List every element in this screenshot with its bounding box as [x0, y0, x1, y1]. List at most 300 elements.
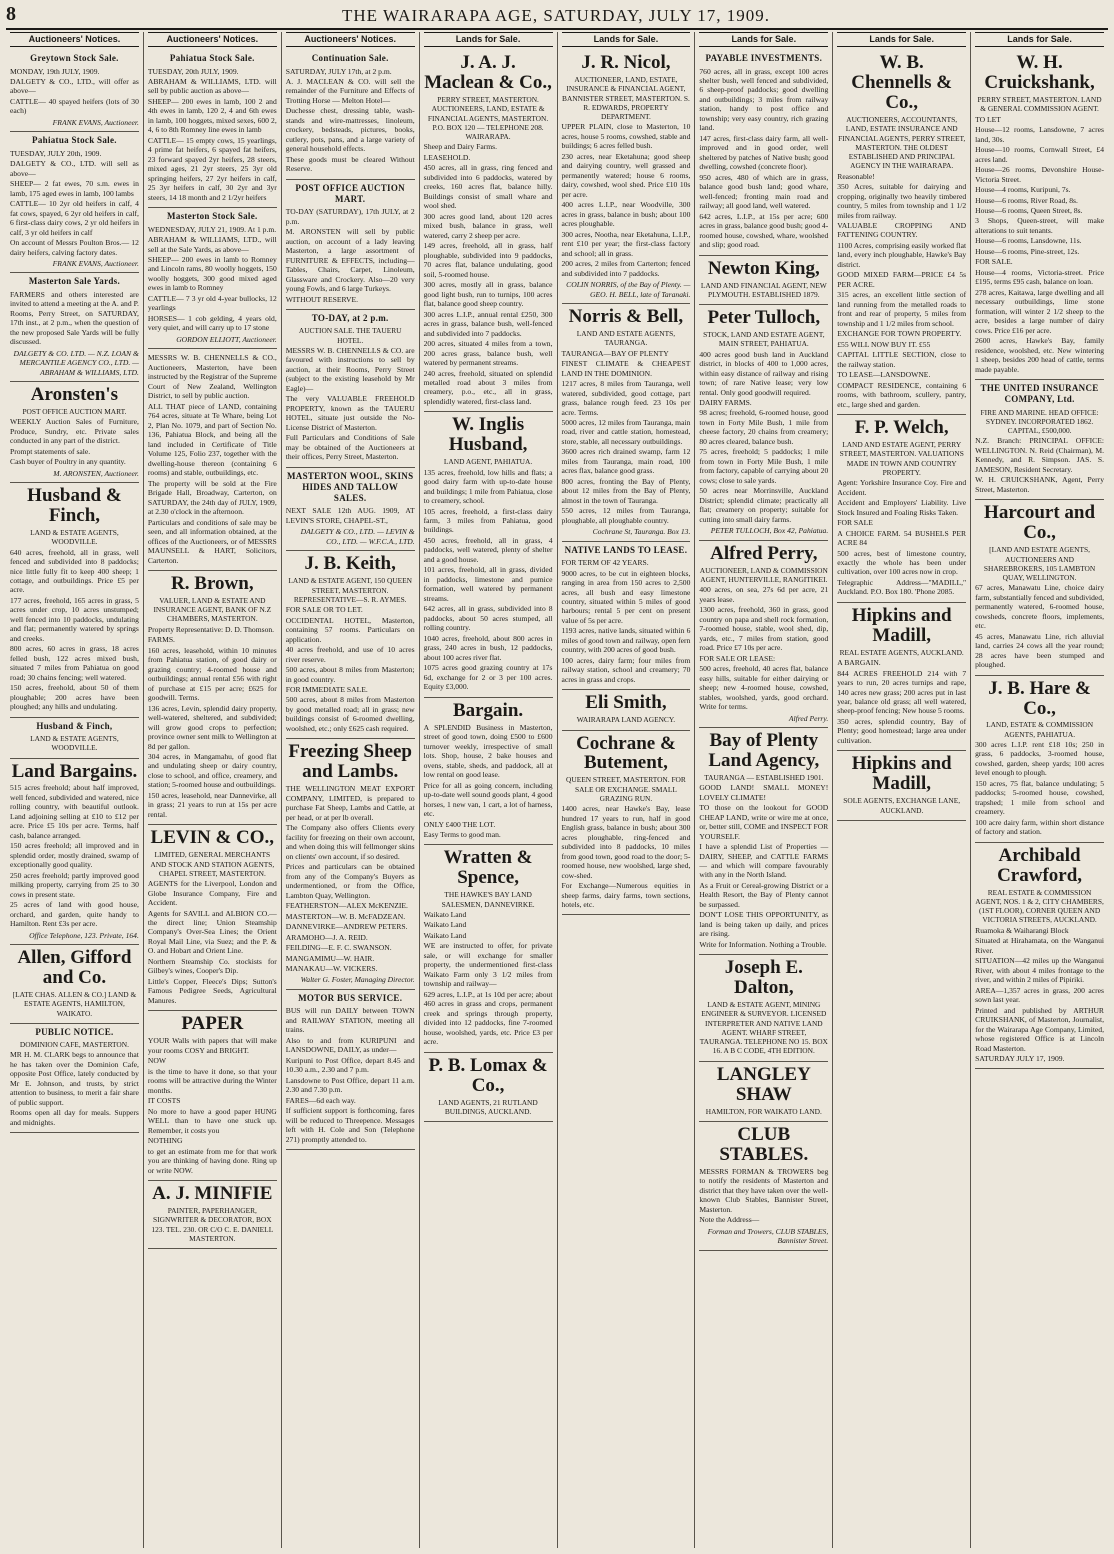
- advertisement: [699, 305, 828, 541]
- ad-text: House—4 rooms, Victoria-street. Price £195, terms £95 cash, balance on loan.: [975, 267, 1104, 287]
- ad-text: 250 acres freehold; partly improved good milking property, carrying from 25 to 30 cows in present state.: [10, 870, 139, 899]
- ad-text: MASTERTON—W. B. McFADZEAN.: [285, 911, 406, 921]
- ad-title: W. Inglis Husband,: [448, 414, 528, 456]
- ad-title: TO-DAY, at 2 p.m.: [311, 313, 389, 324]
- ad-text: MANGAMIMU—W. HAIR.: [285, 953, 375, 963]
- ad-text: 642 acres, all in grass, subdivided into 8 paddocks, about 50 acres stumped, all rolling country.: [423, 604, 553, 633]
- ad-title: J. B. Hare & Co.,: [988, 677, 1091, 719]
- ad-title: Peter Tulloch,: [707, 307, 821, 329]
- ad-text: 150 acres, leasehold, near Dannevirke, all in grass; 21 years to run at 15s per acre rental.: [147, 790, 277, 819]
- ad-text: 50 acres near Morrinsville, Auckland District; splendid climate; practically all flat; creamery on property; suitable for cutting into small dairy farms.: [699, 486, 829, 524]
- column-heading: Lands for Sale.: [699, 32, 828, 47]
- advertisement: [286, 50, 415, 180]
- ad-text: FOR TERM OF 42 YEARS.: [561, 558, 649, 568]
- ad-text: OCCIDENTAL HOTEL, Masterton, containing 57 rooms. Particulars on application.: [285, 615, 415, 644]
- ad-text: TO LEASE—LANSDOWNE.: [837, 370, 931, 380]
- ad-title: J. R. Nicol,: [581, 52, 671, 74]
- ad-text: AREA—1,357 acres in grass, 200 acres sown last year.: [975, 985, 1104, 1005]
- ad-text: BUS will run DAILY between TOWN and RAILWAY STATION, meeting all trains.: [285, 1006, 415, 1035]
- ad-text: FINEST CLIMATE & CHEAPEST LAND IN THE DOMINION.: [561, 359, 691, 378]
- ad-text: 45 acres, Manawatu Line, rich alluvial land, carries 24 cows all the year round; 28 acres have been stumped and ploughed.: [975, 631, 1104, 670]
- ad-text: WE are instructed to offer, for private sale, or will exchange for smaller property, the undermentioned first-class Waikato Farm only 3 1/2 miles from township and railway—: [423, 941, 553, 989]
- ad-text: MESSRS W. B. CHENNELLS & CO. are favoured with instructions to sell by auction, at their Rooms, Perry Street (subject to the existing leasehold by Mr Eagle)—: [285, 345, 415, 393]
- ad-text: 100 acre dairy farm, within short distance of factory and station.: [975, 817, 1104, 837]
- ad-text: NOW: [147, 1056, 167, 1066]
- ad-text: 1193 acres, native lands, situated within 6 miles of good town and railway, open fern country, with 200 acres of good bush.: [561, 626, 691, 655]
- ad-title: Bargain.: [452, 699, 524, 721]
- ad-text: Telegraphic Address—"MADILL," Auckland. P.O. Box 180. 'Phone 2085.: [837, 577, 967, 597]
- advertisement: [10, 718, 139, 759]
- ad-text: As a Fruit or Cereal-growing District or a Health Resort, the Bay of Plenty cannot be surpassed.: [699, 880, 829, 909]
- ad-text: ALL THAT piece of LAND, containing 764 acres, situate at Te Whare, being Lot 2, Plan No. 1079, and part of Section No. 136, Pahiatua Block, and being all the land included in Certificate of Title Volume 125, Folio 237, together with the dwelling-house thereon (containing 6 rooms) and stable, outbuildings, etc.: [147, 401, 277, 478]
- ad-text: Ruamoka & Waiharangi Block: [975, 925, 1069, 935]
- ad-text: SHEEP— 200 ewes in lamb, 100 2 and 4th ewes in lamb, 120 2, 4 and 6th ewes in lamb, 100 hoggets, mixed sexes, 600 2, 4, 6 to 8th Romney line ewes in lamb: [147, 96, 277, 135]
- ad-title: Masterton Stock Sale.: [167, 211, 258, 222]
- advertisement: [424, 698, 553, 846]
- ad-subtitle: STOCK, LAND AND ESTATE AGENT, MAIN STREET, PAHIATUA.: [703, 330, 825, 349]
- ad-text: TUESDAY, 20th JULY, 1909.: [147, 66, 239, 76]
- advertisement: [424, 845, 553, 1052]
- advertisement: [10, 483, 139, 718]
- advertisement: [286, 180, 415, 310]
- ad-text: GOOD MIXED FARM—PRICE £4 5s PER ACRE.: [837, 270, 967, 289]
- ad-title: Greytown Stock Sale.: [30, 53, 119, 64]
- ad-text: On account of Messrs Poulton Bros.— 12 dairy heifers, calving factory dates.: [10, 238, 139, 257]
- ad-text: 350 acres, splendid country, Bay of Plenty; good homestead; large area under cultivation.: [837, 716, 967, 745]
- advertisement: [699, 541, 828, 728]
- advertisement: [699, 50, 828, 255]
- ad-text: WEEKLY Auction Sales of Furniture, Produce, Sundry, etc. Private sales conducted in any part of the district.: [10, 417, 139, 446]
- ad-text: 150 acres, 75 flat, balance undulating; 5 paddocks; 5-roomed house, cowshed, trapshed; 1 mile from school and creamery.: [975, 778, 1104, 817]
- ad-title: Joseph E. Dalton,: [724, 957, 803, 999]
- ad-title: Hipkins and Madill,: [851, 604, 952, 646]
- ad-text: 1300 acres, freehold, 360 in grass, good country on papa and shell rock formation, 7-roomed house, stable, wool shed, dip, yards, etc., 7 miles from station, good road. Price £7 10s per acre.: [699, 605, 829, 653]
- ad-text: FOR IMMEDIATE SALE.: [285, 684, 368, 694]
- ad-text: GOOD LAND! SMALL MONEY! LOVELY CLIMATE!: [699, 783, 829, 802]
- ad-text: These goods must be cleared Without Reserve.: [285, 154, 415, 174]
- ad-text: 500 acres, freehold, 40 acres flat, balance easy hills, suitable for either dairying or sheep; new 4-roomed house, cowshed, stables, woolshed, yards, good orchard. Write for terms.: [699, 664, 829, 712]
- ad-title: Husband & Finch,: [27, 485, 122, 527]
- ad-text: 800 acres, 60 acres in grass, 18 acres felled bush, 122 acres mixed bush, situated 7 miles from Pahiatua on good road; 30 chains fencing; well watered.: [10, 644, 139, 682]
- ad-subtitle: LAND AND ESTATE AGENTS, TAURANGA.: [576, 329, 676, 348]
- ad-text: WEDNESDAY, JULY 21, 1909. At 1 p.m.: [147, 224, 277, 234]
- ad-title: Archibald Crawford,: [997, 844, 1083, 886]
- ad-text: House—6 rooms, River Road, 8s.: [975, 195, 1078, 205]
- ad-text: MONDAY, 19th JULY, 1909.: [10, 66, 100, 76]
- ad-title: Husband & Finch,: [36, 720, 113, 731]
- advertisement: [148, 1011, 277, 1181]
- ad-title: Allen, Gifford and Co.: [17, 947, 132, 989]
- ad-subtitle: LAND AND FINANCIAL AGENT, NEW PLYMOUTH. ESTABLISHED 1879.: [700, 280, 827, 299]
- ad-subtitle: QUEEN STREET, MASTERTON. FOR SALE OR EXCHANGE. SMALL GRAZING RUN.: [566, 775, 686, 803]
- ad-text: 400 acres good bush land in Auckland district, in blocks of 400 to 1,000 acres, within easy distance of railway and rising town; of rare Native lease; very low rental. Only good goodwill required.: [699, 349, 829, 397]
- advertisement: [424, 50, 553, 412]
- advertisement: [837, 50, 966, 415]
- ad-title: PAYABLE INVESTMENTS.: [705, 53, 823, 64]
- ad-text: 3600 acres rich drained swamp, farm 12 miles from Tauranga, main road, 100 acres flax, balance good grass.: [561, 447, 691, 476]
- ad-text: 101 acres, freehold, all in grass, divided in paddocks, limestone and pumice formation, well watered by permanent streams.: [423, 565, 553, 603]
- ad-text: 1217 acres, 8 miles from Tauranga, well watered, subdivided, good cottage, part grass, balance rough feed. 23 10s per acre. Terms.: [561, 379, 691, 417]
- advertisement: [424, 1053, 553, 1122]
- ad-text: 98 acres; freehold, 6-roomed house, good town in Forty Mile Bush, 1 mile from cheese factory, 20 chains from creamery; 80 acres cleared, balance bush.: [699, 408, 829, 446]
- ad-title: Harcourt and Co.,: [984, 502, 1096, 544]
- ad-title: W. H. Cruickshank,: [984, 52, 1095, 94]
- ad-text: 300 acres L.I.P. rent £18 10s; 250 in grass, 6 paddocks, 3-roomed house, cowshed, garden, sheep yards; 100 acres level enough to plough.: [975, 739, 1104, 778]
- ad-subtitle: LAND AGENTS, 21 RUTLAND BUILDINGS, AUCKLAND.: [438, 1097, 538, 1116]
- ad-signature: FRANK EVANS, Auctioneer.: [52, 117, 139, 127]
- ad-title: Pahiatua Stock Sale.: [169, 53, 255, 64]
- ad-text: ABRAHAM & WILLIAMS, LTD., will sell at the Sale Yards, as above—: [147, 235, 277, 254]
- ad-text: House—10 rooms, Cornwall Street, £4 acres land.: [975, 145, 1104, 164]
- ad-text: 240 acres, freehold, situated on splendid metalled road about 3 miles from creamery, p.o., etc., all in grass, splendidly watered, first-class land.: [423, 368, 553, 406]
- ad-text: No more to have a good paper HUNG WELL than to have one stuck up. Remember, it costs you: [147, 1106, 277, 1135]
- ad-text: 2600 acres, Hawke's Bay, family residence, woolshed, etc. New wintering 1 sheep, besides 200 head of cattle, terms made payable.: [975, 336, 1104, 374]
- ad-text: 40 acres freehold, and use of 10 acres river reserve.: [285, 645, 415, 664]
- advertisement: [699, 1062, 828, 1122]
- ad-signature: PETER TULLOCH, Box 42, Pahiatua.: [710, 526, 829, 536]
- ad-text: House—6 rooms, Queen Street, 8s.: [975, 205, 1083, 215]
- ad-text: DANNEVIRKE—ANDREW PETERS.: [285, 922, 408, 932]
- ad-text: M. ARONSTEN will sell by public auction, on account of a lady leaving Masterton, a large assortment of FURNITURE & EFFECTS, including— Tables, Chairs, Carpet, Linoleum, Glassware and Crockery. Also—20 very young Fowls, and 6 large Turkeys.: [285, 227, 415, 294]
- ad-text: 515 acres freehold; about half improved, well fenced, subdivided and watered, nice rolling country, with beautiful outlook. Land adjoining selling at £10 to £12 per acre. Price £5 10s per acre. Terms, half cash, balance arranged.: [10, 783, 139, 840]
- ad-text: CATTLE— 7 3 yr old 4-year bullocks, 12 yearlings: [147, 293, 277, 313]
- ad-subtitle: LAND & ESTATE AGENT, MINING ENGINEER & SURVEYOR. LICENSED INTERPRETER AND NATIVE LAND AGENT. WHARF STREET, TAURANGA. TELEPHONE NO 15. BOX 16. A B C CODE, 4TH EDITION.: [699, 1000, 828, 1056]
- ad-subtitle: LAND AND ESTATE AGENT, PERRY STREET, MASTERTON. VALUATIONS MADE IN TOWN AND COUNTRY PROPERTY.: [839, 440, 964, 477]
- ad-text: VALUABLE CROPPING AND FATTENING COUNTRY.: [837, 220, 967, 240]
- advertisement: [10, 273, 139, 382]
- advertisement: [148, 825, 277, 1011]
- ad-subtitle: SOLE AGENTS, EXCHANGE LANE, AUCKLAND.: [843, 796, 961, 815]
- ad-text: 149 acres, freehold, all in grass, half ploughable, subdivided into 9 paddocks, 70 acres flat, balance undulating, good soil, 5-roomed house.: [423, 241, 553, 279]
- column-heading: Lands for Sale.: [975, 32, 1104, 47]
- ad-subtitle: LAND, ESTATE & COMMISSION AGENTS, PAHIATUA.: [986, 720, 1094, 739]
- ad-title: PAPER: [181, 1013, 244, 1035]
- newspaper-column: [6, 32, 144, 1548]
- ad-text: Northern Steamship Co. stockists for Gilbey's wines, Cooper's Dip.: [147, 956, 277, 976]
- ad-text: Rooms open all day for meals. Suppers and midnights.: [10, 1108, 139, 1127]
- ad-subtitle: PERRY STREET, MASTERTON. LAND & GENERAL COMMISSION AGENT.: [977, 95, 1102, 114]
- ad-text: The property will be sold at the Fire Brigade Hall, Broadway, Carterton, on SATURDAY, the 24th day of JULY, 1909, at 2.30 o'clock in the afternoon.: [147, 478, 277, 517]
- ad-text: Price for all as going concern, including up-to-date well sound goods plant, 4 good horses, 1 new van, 1 cart, a lot of harness, etc.: [423, 780, 553, 819]
- masthead: [6, 4, 1108, 30]
- ad-title: Masterton Sale Yards.: [28, 276, 121, 287]
- ad-title: F. P. Welch,: [854, 417, 949, 439]
- ad-title: A. J. MINIFIE: [152, 1183, 273, 1205]
- advertisement: [699, 256, 828, 305]
- ad-text: TAURANGA—BAY OF PLENTY: [561, 348, 669, 358]
- ad-text: Prices and particulars can be obtained from any of the Company's Buyers as undermentioned, or from the Office, Lambton Quay, Wellington.: [285, 862, 415, 900]
- ad-text: 629 acres, L.I.P., at 1s 10d per acre; about 460 acres in grass and crops, permanent creek and springs through property, divided into 12 paddocks, fine 7-roomed house, woolshed, yards, etc. Price £3 per acre.: [423, 989, 553, 1047]
- ad-title: Wratten & Spence,: [443, 847, 533, 889]
- ad-subtitle: LAND AGENT, PAHIATUA.: [443, 457, 533, 467]
- ad-signature: Alfred Perry.: [788, 713, 829, 723]
- ad-text: UPPER PLAIN, close to Masterton, 10 acres, house 5 rooms, cowshed, stable and buildings; 6 acres felled bush.: [561, 122, 691, 151]
- ad-text: COMPACT RESIDENCE, containing 6 rooms, with bathroom, scullery, pantry, etc., large shed and garden.: [837, 380, 967, 409]
- advertisement: [562, 542, 691, 691]
- ad-text: NOTHING: [147, 1136, 183, 1146]
- ad-text: 300 acres L.I.P., annual rental £250, 300 acres in grass, balance bush, well-fenced and subdivided into 7 paddocks.: [423, 309, 553, 338]
- ad-text: MESSRS FORMAN & TROWERS beg to notify the residents of Masterton and district that they have taken over the well-known Club Stables, Bannister Street, Masterton.: [699, 1166, 829, 1214]
- ad-text: House—6 rooms, Pine-street, 12s.: [975, 246, 1080, 256]
- advertisement: [562, 731, 691, 916]
- ad-text: FOR SALE: [837, 518, 873, 528]
- ad-signature: Walter G. Foster, Managing Director.: [300, 975, 415, 985]
- advertisement: [837, 603, 966, 751]
- ad-text: 304 acres, in Mangamahu, of good flat and undulating sheep or dairy country, close to school, and office, creamery, and station; 5-roomed house and outbuildings.: [147, 751, 277, 790]
- ad-text: EXCHANGE FOR TOWN PROPERTY.: [837, 329, 962, 339]
- ad-title: R. Brown,: [171, 573, 254, 594]
- ad-text: Situated at Hirahamata, on the Wanganui River.: [975, 936, 1104, 955]
- column-heading: Lands for Sale.: [562, 32, 691, 47]
- ad-subtitle: PERRY STREET, MASTERTON. AUCTIONEERS, LAND, ESTATE & FINANCIAL AGENTS, MASTERTON. P.O. BOX 120 — TELEPHONE 208. WAIRARAPA.: [427, 95, 549, 142]
- ad-text: 1075 acres good grazing country at 17s 6d, exchange for 2 or 3 per 100 acres. Equity £3,000.: [423, 663, 553, 692]
- ad-text: Property Representative: D. D. Thomson.: [147, 624, 275, 634]
- ad-subtitle: [LATE CHAS. ALLEN & CO.] LAND & ESTATE AGENTS, HAMILTON, WAIKATO.: [12, 990, 137, 1018]
- ad-text: 844 ACRES FREEHOLD 214 with 7 years to run, 20 acres turnips and rape, 140 acres new grass; 200 acres put in last year, balance old grass; all well watered, sheep-proof fencing; New house 5 rooms.: [837, 668, 967, 716]
- ad-signature: DALGETY & CO. LTD. — N.Z. LOAN & MERCANTILE AGENCY CO., LTD. — ABRAHAM & WILLIAMS, LTD.: [13, 348, 139, 377]
- ad-text: Duchesse chest, dressing table, wash-stands and wire-mattresses, linoleum, crockery, bedsteads, pictures, books, cutlery, pots, pans, and a large variety of general household effects.: [285, 106, 415, 154]
- ad-title: J. B. Keith,: [304, 553, 396, 575]
- ad-text: 177 acres, freehold, 165 acres in grass, 5 acres under crop, 10 acres unstumped; well fenced into 10 paddocks, undulating and flat; permanently watered by springs and creeks.: [10, 595, 139, 643]
- ad-title: MASTERTON WOOL, SKINS HIDES AND TALLOW SALES.: [286, 470, 414, 504]
- ad-text: YOUR Walls with papers that will make your rooms COSY and BRIGHT.: [147, 1036, 277, 1055]
- ad-signature: Cochrane St, Tauranga. Box 13.: [592, 527, 691, 537]
- ad-text: MR H. M. CLARK begs to announce that he has taken over the Dominion Cafe, opposite Post Office, lately conducted by Mr E. Johnson, and trusts, by strict attention to business, to merit a fair share of public support.: [10, 1050, 139, 1107]
- ad-text: If sufficient support is forthcoming, fares will be reduced to Threepence. Messages left with H. Cole and Son (Telephone 271) promptly attended to.: [285, 1106, 415, 1144]
- ad-title: Newton King,: [707, 257, 820, 279]
- ad-text: Easy Terms to good man.: [423, 829, 501, 839]
- ad-title: J. A. J. Maclean & Co.,: [424, 52, 552, 94]
- ad-text: Waikato Land: [423, 920, 467, 930]
- ad-text: Also to and from KURIPUNI and LANSDOWNE, DAILY, as under—: [285, 1035, 415, 1055]
- ad-text: HORSES— 1 cob gelding, 4 years old, very quiet, and will carry up to 17 stone: [147, 313, 277, 333]
- ad-text: FARMS.: [147, 635, 175, 645]
- ad-signature: Forman and Trowers, CLUB STABLES, Bannister Street.: [707, 1226, 829, 1246]
- ad-text: 150 acres, freehold, about 50 of them ploughable; 200 acres have been ploughed; any hills and undulating.: [10, 683, 139, 712]
- ad-text: 640 acres, freehold, all in grass, well fenced and subdivided into 8 paddocks; nice little fully fit to keep 400 sheep; 1 cottage, and outbuildings. Price £5 per acre.: [10, 547, 139, 595]
- ad-text: 1100 Acres, comprising easily worked flat land, every inch ploughable, Hawke's Bay district.: [837, 240, 967, 269]
- ad-text: Prompt statements of sale.: [10, 446, 91, 456]
- ad-title: THE UNITED INSURANCE COMPANY, Ltd.: [980, 383, 1099, 405]
- advertisement: [286, 468, 415, 552]
- ad-title: Land Bargains.: [11, 760, 138, 782]
- newspaper-column: [695, 32, 833, 1548]
- ad-text: 136 acres, Levin, splendid dairy property, well-watered, sheltered, and subdivided; will grow good crops to perfection; province owner sent milk to Wellington at 8d per gallon.: [147, 703, 277, 751]
- ad-text: Note the Address—: [699, 1215, 760, 1225]
- ad-text: 760 acres, all in grass, except 100 acres shelter bush, well fenced and subdivided, 6 sheep-proof paddocks; good dwelling and outbuildings; 3 miles from railway station, handy to post office and township; very easy country, rich grazing land.: [699, 66, 829, 133]
- ad-text: 300 acres good land, about 120 acres mixed bush, balance in grass, well watered, carry 2 sheep per acre.: [423, 211, 553, 240]
- ad-text: LEASEHOLD.: [423, 152, 471, 162]
- ad-subtitle: REAL ESTATE AGENTS, AUCKLAND.: [839, 647, 964, 657]
- ad-text: 105 acres, freehold, a first-class dairy farm, 3 miles from Pahiatua, good buildings.: [423, 506, 553, 535]
- ad-text: 100 acres, dairy farm; four miles from railway station, school and creamery; 70 acres in grass and crops.: [561, 655, 691, 684]
- ad-text: A SPLENDID Business in Masterton, street of good town, doing £500 to £600 turnover weekly, irrespective of small lots. Shop, house, 2 bake houses and ovens, stable, sheds, and paddock, all at low rental on good lease.: [423, 722, 553, 780]
- advertisement: [148, 50, 277, 208]
- ad-subtitle: REAL ESTATE & COMMISSION AGENT, NOS. 1 & 2, CITY CHAMBERS, (1ST FLOOR), CORNER QUEEN AND VICTORIA STREETS, AUCKLAND.: [975, 887, 1104, 925]
- ad-text: 200 acres, 2 miles from Carterton; fenced and subdivided into 7 paddocks.: [561, 259, 691, 278]
- ad-text: SATURDAY, JULY 17th, at 2 p.m.: [285, 66, 392, 76]
- ad-text: 230 acres, near Eketahuna; good sheep and dairying country, well grassed and permanently watered; house 6 rooms, dairy, cowshed, wool shed. Price £10 10s per acre.: [561, 151, 691, 199]
- ad-text: 1400 acres, near Hawke's Bay, lease hundred 17 years to run, half in good English grass, balance in bush; about 300 acres ploughable, ring-fenced and subdivided into 8 paddocks, 10 miles from good town, good road to the door; 5-roomed house, new woolshed, large shed, cow-shed.: [561, 804, 691, 880]
- ad-text: N.Z. Branch: PRINCIPAL OFFICE: WELLINGTON. N. Reid (Chairman), M. Kennedy, and R. Simpson. JAS. S. JAMESON, Resident Secretary.: [975, 436, 1104, 474]
- ad-subtitle: AUCTION SALE. THE TAUERU HOTEL.: [298, 326, 402, 345]
- advertisement: [975, 843, 1104, 1070]
- ad-title: LEVIN & CO.,: [150, 827, 275, 849]
- ad-text: 9000 acres, to be cut in eighteen blocks, ranging in area from 150 acres to 2,500 acres, all bush and easy limestone country, situated within 5 miles of good harbours; rental 5 per cent on present value of 5s per acre.: [561, 568, 691, 625]
- advertisement: [562, 304, 691, 542]
- ad-subtitle: LAND & ESTATE AGENTS, WOODVILLE.: [30, 528, 119, 547]
- ad-text: ABRAHAM & WILLIAMS, LTD. will sell by public auction as above—: [147, 76, 277, 96]
- ad-text: 450 acres, freehold, all in grass, 4 paddocks, well watered, plenty of shelter and a good house.: [423, 535, 553, 564]
- ad-text: Sheep and Dairy Farms.: [423, 142, 498, 152]
- ad-text: W. H. CRUICKSHANK, Agent, Perry Street, Masterton.: [975, 475, 1104, 494]
- ad-text: Agent: Yorkshire Insurance Coy. Fire and Accident.: [837, 478, 967, 497]
- ad-title: PUBLIC NOTICE.: [35, 1026, 114, 1037]
- newspaper-column: [144, 32, 282, 1548]
- ad-text: CAPITAL LITTLE SECTION, close to the railway station.: [837, 350, 967, 369]
- ad-subtitle: PAINTER, PAPERHANGER, SIGNWRITER & DECORATOR, BOX 123. TEL. 230. OR C/O C. E. DANIELL MASTERTON.: [151, 1206, 274, 1243]
- ad-signature: DALGETY & CO., LTD. — LEVIN & CO., LTD. — W.F.C.A., LTD.: [300, 527, 415, 546]
- ad-text: THE WELLINGTON MEAT EXPORT COMPANY, LIMITED, is prepared to purchase Fat Sheep, Lambs and Cattle, at per head, or at per lb overall.: [285, 784, 415, 822]
- ad-title: P. B. Lomax & Co.,: [428, 1054, 548, 1096]
- ad-title: LANGLEY SHAW: [716, 1063, 811, 1105]
- ad-text: Lansdowne to Post Office, depart 11 a.m. 2.30 and 7.30 p.m.: [285, 1075, 415, 1095]
- ad-text: CATTLE— 15 empty cows, 15 yearlings, 4 prime fat heifers, 6 spayed fat heifers, 23 forward spayed 2yr heifers, 28 steers, mixed ages, 21 2yr steers, 25 3yr old springing heifers, 27 2yr heifers in calf, 25 3yr heifers in calf, 30 2yr and 3yr steers, 14 18 month and 2 1/2yr heifers: [147, 135, 277, 202]
- advertisement: [148, 349, 277, 571]
- advertisement: [10, 1024, 139, 1133]
- ad-text: £55 WILL NOW BUY IT. £55: [837, 339, 931, 349]
- ad-text: House—4 rooms, Kuripuni, 7s.: [975, 185, 1071, 195]
- ad-subtitle: THE HAWKE'S BAY LAND SALESMEN, DANNEVIRKE.: [441, 890, 535, 909]
- ad-text: FEATHERSTON—ALEX McKENZIE.: [285, 901, 408, 911]
- ad-text: TUESDAY, JULY 20th, 1909.: [10, 148, 102, 158]
- ad-text: FOR SALE OR TO LET.: [285, 605, 363, 615]
- ad-text: Full Particulars and Conditions of Sale may be obtained of the Auctioneers at their offices, Perry Street, Masterton.: [285, 433, 415, 462]
- ad-subtitle: VALUER, LAND & ESTATE AND INSURANCE AGENT, BANK OF N.Z CHAMBERS, MASTERTON.: [153, 595, 272, 624]
- column-heading: Auctioneers' Notices.: [286, 32, 415, 47]
- ad-text: IT COSTS: [147, 1096, 181, 1106]
- ad-text: 278 acres, Kaitawa, large dwelling and all necessary outbuildings, lime stone formation, will winter 2 1/2 sheep to the acre, besides a large number of dairy cows. Price £16 per acre.: [975, 287, 1104, 335]
- ad-text: 350 Acres, suitable for dairying and cropping, originally two heavily timbered country, 5 miles from township and 1 1/2 miles from railway.: [837, 182, 967, 220]
- advertisement: [975, 380, 1104, 500]
- advertisement: [10, 945, 139, 1024]
- ad-text: Reasonable!: [837, 171, 875, 181]
- column-heading: Auctioneers' Notices.: [10, 32, 139, 47]
- column-heading: Auctioneers' Notices.: [148, 32, 277, 47]
- ad-text: A CHOICE FARM. 54 BUSHELS PER ACRE 84: [837, 528, 967, 548]
- newspaper-column: [833, 32, 971, 1548]
- ad-text: 800 acres, fronting the Bay of Plenty, about 12 miles from the Bay of Plenty, almost in the town of Tauranga.: [561, 476, 691, 505]
- ad-text: 450 acres, all in grass, ring fenced and subdivided into 6 paddocks, watered by creeks, 160 acres flat, balance hilly. Buildings consist of small whare and wool shed.: [423, 163, 553, 211]
- ad-text: SATURDAY JULY 17, 1909.: [975, 1054, 1065, 1063]
- ad-title: Norris & Bell,: [568, 306, 684, 328]
- ad-title: Hipkins and Madill,: [851, 753, 952, 795]
- newspaper-column: [420, 32, 558, 1548]
- ad-text: Waikato Land: [423, 909, 467, 919]
- ad-subtitle: [LAND AND ESTATE AGENTS, AUCTIONEERS AND SHAREBROKERS, 105 LAMBTON QUAY, WELLINGTON.: [983, 545, 1096, 582]
- ad-text: 1040 acres, freehold, about 800 acres in grass, 240 acres in bush, 12 paddocks, about 100 acres river flat.: [423, 633, 553, 662]
- advertisement: [286, 990, 415, 1150]
- advertisement: [975, 676, 1104, 843]
- advertisement: [148, 208, 277, 349]
- ad-text: Agents for SAVILL and ALBION CO.—the direct line; Union Steamship Company's Over-Sea Lines; the Orient Royal Mail Line, via Suez; and the P. & O. and Hobart and Orient Line.: [147, 908, 277, 956]
- ad-text: House—26 rooms, Devonshire House-Victoria Street.: [975, 165, 1104, 184]
- ad-title: Pahiatua Stock Sale.: [32, 135, 117, 146]
- ad-text: A. J. MACLEAN & CO. will sell the remainder of the Furniture and Effects of Trotting Horse — Melton Hotel—: [285, 76, 415, 105]
- advertisement: [837, 415, 966, 603]
- newspaper-column: [971, 32, 1108, 1548]
- ad-text: 400 acres L.I.P., near Woodville, 300 acres in grass, balance in bush; about 100 acres ploughable.: [561, 200, 691, 229]
- ad-text: Write for Information. Nothing a Trouble.: [699, 939, 827, 949]
- ad-text: 550 acres, 12 miles from Tauranga, ploughable, all ploughable country.: [561, 506, 691, 525]
- ad-text: Waikato Land: [423, 930, 467, 940]
- ad-text: SHEEP— 200 ewes in lamb to Romney and Lincoln rams, 80 woolly hoggets, 150 woolly hoggets, 300 good mixed aged ewes in lamb to Romney: [147, 254, 277, 293]
- ad-subtitle: FIRE AND MARINE. HEAD OFFICE: SYDNEY. INCORPORATED 1862. CAPITAL, £500,000.: [980, 407, 1099, 436]
- ad-text: Little's Copper, Fleece's Dips; Sutton's Famous Pedigree Seeds, Agricultural Manures.: [147, 976, 277, 1005]
- ad-text: 500 acres, about 8 miles from Masterton; in good country.: [285, 665, 415, 684]
- ad-signature: GORDON ELLIOTT, Auctioneer.: [176, 334, 277, 344]
- advertisement: [148, 571, 277, 825]
- ad-text: TO-DAY (SATURDAY), 17th JULY, at 2 p.m.: [285, 207, 415, 226]
- ad-text: House—6 rooms, Lansdowne, 11s.: [975, 236, 1082, 246]
- ad-text: 200 acres, situated 4 miles from a town, 200 acres grass, balance bush, well watered by permanent streams.: [423, 339, 553, 368]
- ad-text: Printed and published by ARTHUR CRUIKSHANK, of Masterton, Journalist, for the Wairarapa Age Company, Limited, whose registered Office is at Lincoln Road Masterton.: [975, 1005, 1104, 1053]
- ad-text: to get an estimate from me for that work you are thinking of having done. Ring up or write NOW.: [147, 1146, 277, 1175]
- advertisement: [10, 382, 139, 483]
- ad-text: House—12 rooms, Lansdowne, 7 acres land, 30s.: [975, 125, 1104, 144]
- advertisement: [699, 1122, 828, 1251]
- advertisement: [562, 690, 691, 730]
- advertisement: [286, 310, 415, 468]
- ad-subtitle: POST OFFICE AUCTION MART.: [22, 407, 127, 417]
- advertisement: [286, 739, 415, 990]
- advertisement: [562, 50, 691, 304]
- ad-text: ARAMOHO—J. A. REID.: [285, 932, 368, 942]
- ad-text: The Company also offers Clients every facility for freezing on their own account, and when doing this will fellmonger skins on clients' own account, if so desired.: [285, 823, 415, 861]
- advertisement: [10, 50, 139, 132]
- ad-text: Kuripuni to Post Office, depart 8.45 and 10.30 a.m., 2.30 and 7 p.m.: [285, 1055, 415, 1075]
- ad-text: SITUATION—42 miles up the Wanganui River, with about 4 miles frontage to the river, and within 2 miles of Pipiriki.: [975, 956, 1104, 985]
- ad-title: Alfred Perry,: [710, 542, 818, 564]
- columns-container: [6, 32, 1108, 1548]
- advertisement: [10, 132, 139, 273]
- ad-text: FOR SALE.: [975, 257, 1013, 267]
- newspaper-column: [282, 32, 420, 1548]
- ad-subtitle: AUCTIONEERS, ACCOUNTANTS, LAND, ESTATE INSURANCE AND FINANCIAL AGENTS, PERRY STREET, MASTERTON. THE OLDEST ESTABLISHED AND PRINCIPAL AGENCY IN THE WAIRARAPA.: [838, 115, 966, 171]
- column-heading: Lands for Sale.: [424, 32, 553, 47]
- ad-title: Eli Smith,: [585, 692, 667, 714]
- newspaper-column: [558, 32, 696, 1548]
- ad-text: 300 acres, mostly all in grass, balance good light bush, run to turnips, 100 acres flat, balance good sheep country.: [423, 280, 553, 309]
- ad-text: 642 acres, L.I.P., at 15s per acre; 600 acres in grass, balance good bush; good 4-roomed house, cowshed, whare, woolshed and slip; good road.: [699, 211, 829, 250]
- ad-subtitle: LAND & ESTATE AGENTS, WOODVILLE.: [30, 734, 119, 753]
- ad-subtitle: HAMILTON, FOR WAIKATO LAND.: [705, 1106, 822, 1116]
- advertisement: [975, 500, 1104, 675]
- ad-title: NATIVE LANDS TO LEASE.: [564, 544, 688, 555]
- ad-text: DAIRY FARMS.: [699, 398, 752, 407]
- ad-text: A BARGAIN.: [837, 658, 881, 668]
- ad-subtitle: DOMINION CAFE, MASTERTON.: [19, 1040, 129, 1050]
- ad-text: 950 acres, 480 of which are in grass, balance good bush land; good whare, well-fenced; fronting main road and railway; all good land, well watered.: [699, 172, 829, 211]
- ad-title: W. B. Chennells & Co.,: [851, 52, 953, 114]
- advertisement: [699, 728, 828, 955]
- ad-text: Particulars and conditions of sale may be seen, and all information obtained, at the offices of the Auctioneers, or of MESSRS MAUNSELL & HART, Solicitors, Carterton.: [147, 517, 277, 565]
- ad-signature: FRANK EVANS, Auctioneer.: [52, 258, 139, 268]
- ad-subtitle: TAURANGA — ESTABLISHED 1901.: [704, 772, 824, 782]
- advertisement: [975, 50, 1104, 380]
- ad-title: POST OFFICE AUCTION MART.: [295, 182, 405, 205]
- ad-text: 75 acres, freehold; 5 paddocks; 1 mile from town in Forty Mile Bush, 1 mile from factory, capable of carrying about 20 cows; close to sale yards.: [699, 447, 829, 485]
